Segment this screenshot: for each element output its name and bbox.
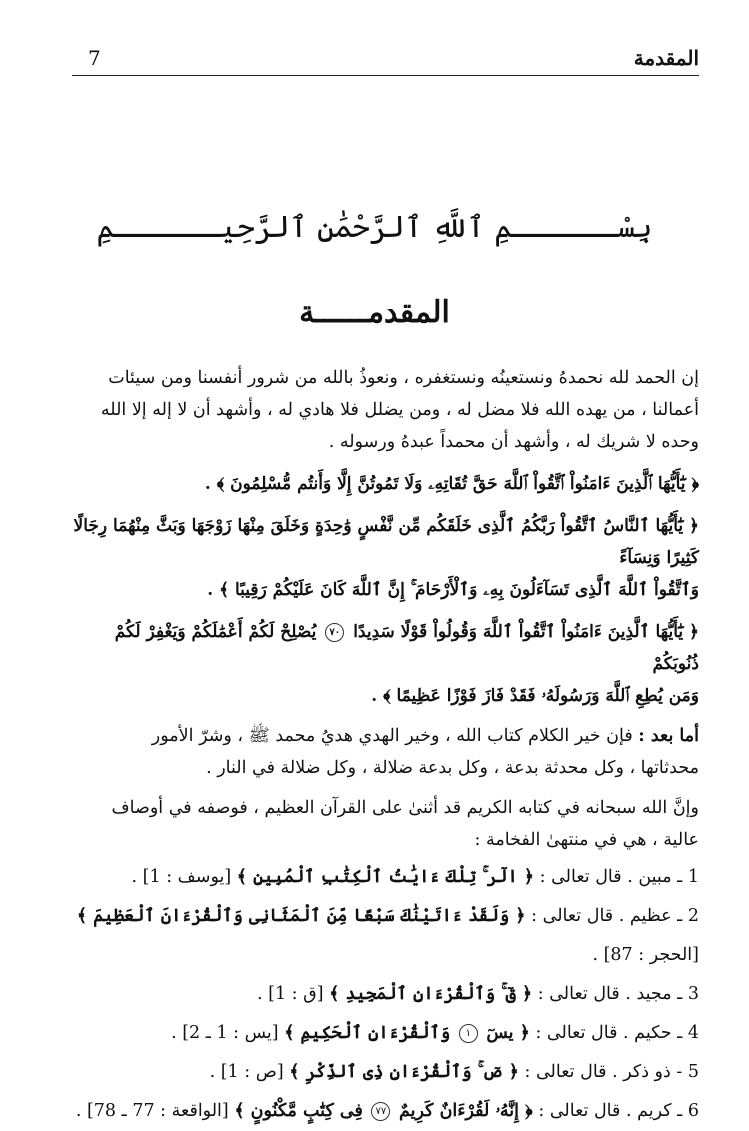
item-reference: [الواقعة : 77 ـ 78] .	[75, 1101, 229, 1121]
item-number: 4	[687, 1023, 699, 1043]
item-reference: [ق : 1] .	[257, 984, 324, 1004]
body-text	[72, 362, 699, 1131]
item-number: 1	[687, 867, 699, 887]
praise-line-2: عالية ، هي في منتهىٰ الفخامة :	[474, 830, 699, 850]
item-verse: ﴿ وَلَقَدْ ءَاتَيْنَٰكَ سَبْعًا مِّنَ ٱلْمَثَانِى وَٱلْقُرْءَانَ ٱلْعَظِيمَ ﴾	[76, 906, 526, 926]
header-title: المقدمة	[633, 46, 699, 70]
verse-1: ﴿ يَٰٓأَيُّهَا ٱلَّذِينَ ءَامَنُواْ ٱتَّقُواْ ٱللَّهَ حَقَّ تُقَاتِهِۦ وَلَا تَمُوتُنَّ إِلَّا وَأَنتُم مُّسْلِمُونَ ﴾ .	[204, 474, 699, 494]
amma-label: أما بعد :	[638, 726, 699, 746]
item-name: عظيم	[629, 906, 672, 926]
item-number: 2	[687, 906, 699, 926]
list-item: 4 ـ حكيم . قال تعالى : ﴿ يسٓ ١ وَٱلْقُرْءَانِ ٱلْحَكِيمِ ﴾ [يس : 1 ـ 2] .	[171, 1023, 699, 1043]
item-name: ذو ذكر	[623, 1062, 671, 1082]
verse-3-line-2: وَمَن يُطِعِ ٱللَّهَ وَرَسُولَهُۥ فَقَدْ فَازَ فَوْزًا عَظِيمًا ﴾ .	[371, 686, 699, 706]
running-header	[72, 46, 699, 74]
item-name: حكيم	[634, 1023, 672, 1043]
intro-line-3: وحده لا شريك له ، وأشهد أن محمداً عبدهُ ورسوله .	[328, 432, 699, 452]
page-title: المقدمــــــة	[299, 295, 450, 330]
item-reference: [يوسف : 1] .	[131, 867, 232, 887]
verse-2-line-1: ﴿ يَٰٓأَيُّهَا ٱلنَّاسُ ٱتَّقُواْ رَبَّكُمُ ٱلَّذِى خَلَقَكُم مِّن نَّفْسٍ وَٰحِدَةٍ وَخَلَقَ مِنْهَا زَوْجَهَا وَبَثَّ مِنْهُمَا رِجَالًا كَثِيرًا وَنِسَآءً	[73, 516, 699, 568]
verse-3-part-b: يُصْلِحْ لَكُمْ أَعْمَٰلَكُمْ وَيَغْفِرْ لَكُمْ ذُنُوبَكُمْ	[114, 622, 699, 674]
item-intro: قال تعالى :	[524, 1062, 607, 1082]
amma-line-2: محدثاتها ، وكل محدثة بدعة ، وكل بدعة ضلالة ، وكل ضلالة في النار .	[206, 758, 699, 778]
item-number: 3	[687, 984, 699, 1004]
header-divider	[72, 75, 699, 76]
list-item: 1 ـ مبين . قال تعالى : ﴿ الٓر ۚ تِلْكَ ءَايَٰتُ ٱلْكِتَٰبِ ٱلْمُبِينِ ﴾ [يوسف : 1] .	[131, 867, 699, 887]
intro-line-1: إن الحمد لله نحمدهُ ونستعينُه ونستغفره ، ونعوذُ بالله من شرور أنفسنا ومن سيئات	[108, 368, 699, 388]
item-reference: [يس : 1 ـ 2] .	[171, 1023, 279, 1043]
item-verse: ﴿ صٓ ۚ وَٱلْقُرْءَانِ ذِى ٱلذِّكْرِ ﴾	[289, 1062, 519, 1082]
page-number: 7	[88, 46, 101, 70]
item-verse: ﴿ إِنَّهُۥ لَقُرْءَانٌ كَرِيمٌ	[398, 1101, 533, 1121]
verse-3-part-a: ﴿ يَٰٓأَيُّهَا ٱلَّذِينَ ءَامَنُواْ ٱتَّقُواْ ٱللَّهَ وَقُولُواْ قَوْلًا سَدِيدًا	[353, 622, 699, 642]
list-item: 6 ـ كريم . قال تعالى : ﴿ إِنَّهُۥ لَقُرْءَانٌ كَرِيمٌ ٧٧ فِى كِتَٰبٍ مَّكْنُونٍ ﴾ [الواقعة : 77 ـ 78] .	[75, 1101, 699, 1121]
attributes-list	[72, 858, 699, 1131]
basmala: بِسْــــــمِ ٱللَّهِ ٱلرَّحْمَٰنِ ٱلرَّحِيــــــمِ	[96, 210, 653, 245]
amma-line-1	[72, 720, 699, 752]
ayah-number-mark: ٧٠	[325, 623, 344, 642]
item-intro: قال تعالى :	[531, 906, 614, 926]
item-verse-continued: وَٱلْقُرْءَانِ ٱلْحَكِيمِ ﴾	[284, 1023, 451, 1043]
item-name: مبين	[638, 867, 672, 887]
item-name: كريم	[637, 1101, 672, 1121]
intro-line-2: أعمالنا ، من يهده الله فلا مضل له ، ومن يضلل فلا هادي له ، وأشهد أن لا إله إلا الله	[100, 400, 699, 420]
item-reference: [الحجر : 87] .	[592, 945, 699, 965]
item-verse: ﴿ يسٓ	[486, 1023, 530, 1043]
amma-text: فإن خير الكلام كتاب الله ، وخير الهدي هديُ محمد ﷺ ، وشرّ الأمور	[151, 726, 633, 746]
item-number: 6	[687, 1101, 699, 1121]
item-verse: ﴿ قٓ ۚ وَٱلْقُرْءَانِ ٱلْمَجِيدِ ﴾	[329, 984, 533, 1004]
item-verse-continued: فِى كِتَٰبٍ مَّكْنُونٍ ﴾	[234, 1101, 363, 1121]
praise-line-1: وإنَّ الله سبحانه في كتابه الكريم قد أثنىٰ على القرآن العظيم ، فوصفه في أوصاف	[111, 798, 699, 818]
item-number: 5	[687, 1062, 699, 1082]
item-name: مجيد	[636, 984, 672, 1004]
list-item: 5 - ذو ذكر . قال تعالى : ﴿ صٓ ۚ وَٱلْقُرْءَانِ ذِى ٱلذِّكْرِ ﴾ [ص : 1] .	[209, 1062, 699, 1082]
item-intro: قال تعالى :	[535, 1023, 618, 1043]
list-item: 2 ـ عظيم . قال تعالى : ﴿ وَلَقَدْ ءَاتَيْنَٰكَ سَبْعًا مِّنَ ٱلْمَثَانِى وَٱلْقُرْءَانَ ٱلْعَظِيمَ ﴾ [الحجر : 87] .	[76, 906, 699, 965]
verse-2-line-2: وَٱتَّقُواْ ٱللَّهَ ٱلَّذِى تَسَآءَلُونَ بِهِۦ وَٱلْأَرْحَامَ ۚ إِنَّ ٱللَّهَ كَانَ عَلَيْكُمْ رَقِيبًا ﴾ .	[207, 580, 699, 600]
item-intro: قال تعالى :	[538, 1101, 621, 1121]
item-reference: [ص : 1] .	[209, 1062, 284, 1082]
item-verse: ﴿ الٓر ۚ تِلْكَ ءَايَٰتُ ٱلْكِتَٰبِ ٱلْمُبِينِ ﴾	[236, 867, 535, 887]
item-intro: قال تعالى :	[537, 984, 620, 1004]
verse-3-line-1	[72, 616, 699, 680]
list-item: 3 ـ مجيد . قال تعالى : ﴿ قٓ ۚ وَٱلْقُرْءَانِ ٱلْمَجِيدِ ﴾ [ق : 1] .	[257, 984, 699, 1004]
ayah-number-mark: ٧٧	[371, 1102, 390, 1121]
ayah-number-mark: ١	[459, 1024, 478, 1043]
item-intro: قال تعالى :	[539, 867, 622, 887]
